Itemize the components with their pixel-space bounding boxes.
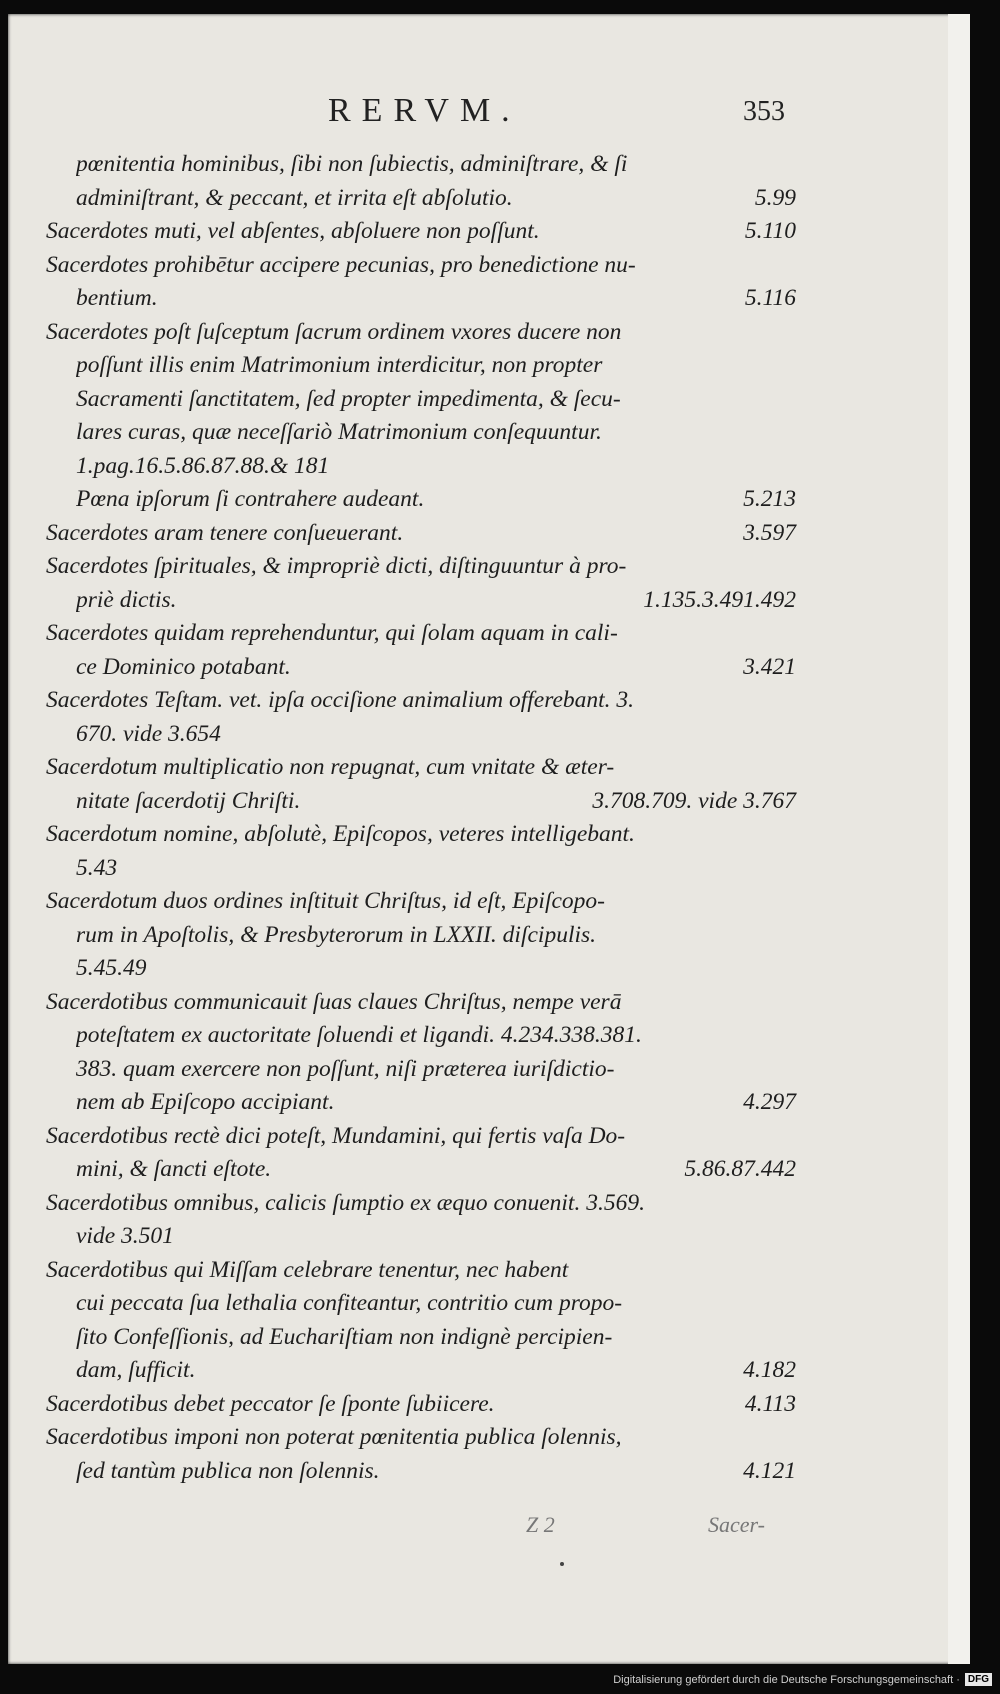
index-entry-line <box>46 818 796 852</box>
entry-text: poteſtatem ex auctoritate ſoluendi et ligandi. 4.234.338.381. <box>76 1022 642 1048</box>
entry-text: bentium. <box>76 285 158 311</box>
index-entry-line <box>46 785 796 819</box>
index-entry-line <box>46 383 796 417</box>
index-entries <box>46 148 796 1488</box>
entry-text: Pœna ipſorum ſi contrahere audeant. <box>76 486 425 512</box>
entry-text: Sacerdotibus omnibus, calicis ſumptio ex æquo conuenit. 3.569. <box>46 1189 645 1216</box>
index-entry-line <box>46 1019 796 1053</box>
entry-text: mini, & ſancti eſtote. <box>76 1156 272 1182</box>
catchword: Sacer- <box>708 1512 765 1537</box>
index-entry-line <box>46 1455 796 1489</box>
entry-reference: 3.708.709. vide 3.767 <box>592 787 796 814</box>
index-entry-line <box>46 1120 796 1154</box>
ink-dot <box>560 1562 564 1566</box>
index-entry-line <box>46 1220 796 1254</box>
entry-text: 5.43 <box>76 854 118 881</box>
index-entry-line <box>46 852 796 886</box>
entry-text: Sacerdotum multiplicatio non repugnat, cum vnitate & æter- <box>46 754 615 780</box>
index-entry-line <box>46 349 796 383</box>
entry-text: adminiſtrant, & peccant, et irrita eſt abſolutio. <box>76 184 513 211</box>
index-entry-line <box>46 1321 796 1355</box>
index-entry-line <box>46 919 796 953</box>
digitization-credit <box>613 1673 992 1686</box>
running-title: RERVM. <box>328 92 521 129</box>
entry-reference: 4.182 <box>743 1357 796 1383</box>
entry-text: 1.pag.16.5.86.87.88.& 181 <box>76 452 330 479</box>
page-footer <box>8 1512 970 1552</box>
index-entry-line <box>46 249 796 283</box>
page-header <box>8 92 970 152</box>
entry-text: Sacerdotibus imponi non poterat pœnitentia publica ſolennis, <box>46 1424 622 1450</box>
entry-text: Sacerdotibus debet peccator ſe ſponte ſubiicere. <box>46 1390 495 1417</box>
entry-reference: 5.116 <box>744 285 796 311</box>
index-entry-line <box>46 952 796 986</box>
entry-text: Sacerdotibus communicauit ſuas claues Chriſtus, nempe verā <box>46 988 622 1015</box>
entry-text: dam, ſufficit. <box>76 1357 196 1383</box>
entry-text: Sacerdotes Teſtam. vet. ipſa occiſione animalium offerebant. 3. <box>46 687 635 713</box>
index-entry-line <box>46 1053 796 1087</box>
index-entry-line <box>46 1086 796 1120</box>
index-entry-line <box>46 584 796 618</box>
entry-reference: 4.113 <box>744 1390 796 1417</box>
index-entry-line <box>46 450 796 484</box>
entry-reference: 1.135.3.491.492 <box>643 586 796 613</box>
index-entry-line <box>46 1254 796 1288</box>
entry-text: Sacerdotes ſpirituales, & impropriè dicti, diſtinguuntur à pro- <box>46 553 627 579</box>
entry-reference: 5.213 <box>743 486 796 512</box>
index-entry-line <box>46 316 796 350</box>
entry-text: ſed tantùm publica non ſolennis. <box>76 1457 380 1484</box>
entry-text: Sacerdotum nomine, abſolutè, Epiſcopos, veteres intelligebant. <box>46 821 635 847</box>
entry-reference: 4.297 <box>743 1089 796 1115</box>
entry-text: 383. quam exercere non poſſunt, niſi præterea iuriſdictio- <box>76 1055 615 1082</box>
index-entry-line <box>46 1187 796 1221</box>
entry-reference: 4.121 <box>743 1457 796 1484</box>
entry-text: nem ab Epiſcopo accipiant. <box>76 1089 335 1115</box>
index-entry-line <box>46 1388 796 1422</box>
entry-reference: 3.421 <box>743 653 796 680</box>
entry-text: nitate ſacerdotij Chriſti. <box>76 787 301 814</box>
entry-text: Sacramenti ſanctitatem, ſed propter impedimenta, & ſecu- <box>76 385 621 412</box>
index-entry-line <box>46 986 796 1020</box>
entry-text: Sacerdotibus qui Miſſam celebrare tenentur, nec habent <box>46 1256 569 1283</box>
entry-text: Sacerdotes quidam reprehenduntur, qui ſolam aquam in cali- <box>46 620 618 646</box>
page-number: 353 <box>743 96 785 127</box>
index-entry-line <box>46 684 796 718</box>
entry-reference: 3.597 <box>743 519 796 546</box>
index-entry-line <box>46 148 796 182</box>
entry-text: lares curas, quæ neceſſariò Matrimonium conſequuntur. <box>76 419 602 445</box>
index-entry-line <box>46 282 796 316</box>
index-entry-line <box>46 416 796 450</box>
index-entry-line <box>46 1153 796 1187</box>
entry-text: Sacerdotes aram tenere conſueuerant. <box>46 519 404 546</box>
entry-reference: 5.110 <box>744 218 796 244</box>
entry-reference: 5.99 <box>754 184 796 211</box>
entry-text: Sacerdotes prohibētur accipere pecunias, pro benedictione nu- <box>46 251 636 278</box>
index-entry-line <box>46 1354 796 1388</box>
index-entry-line <box>46 651 796 685</box>
book-page <box>8 14 970 1664</box>
entry-text: poſſunt illis enim Matrimonium interdicitur, non propter <box>76 352 603 378</box>
index-entry-line <box>46 215 796 249</box>
index-entry-line <box>46 1421 796 1455</box>
index-entry-line <box>46 1287 796 1321</box>
credit-text: Digitalisierung gefördert durch die Deutsche Forschungsgemeinschaft · <box>613 1673 960 1686</box>
entry-text: Sacerdotes muti, vel abſentes, abſoluere non poſſunt. <box>46 218 540 244</box>
entry-text: Sacerdotibus rectè dici poteſt, Mundamini, qui fertis vaſa Do- <box>46 1122 626 1149</box>
entry-text: pœnitentia hominibus, ſibi non ſubiectis, adminiſtrare, & ſi <box>76 151 628 177</box>
page-edge <box>948 14 970 1664</box>
index-entry-line <box>46 483 796 517</box>
entry-text: 5.45.49 <box>76 955 147 981</box>
index-entry-line <box>46 718 796 752</box>
entry-text: rum in Apoſtolis, & Presbyterorum in LXXII. diſcipulis. <box>76 921 597 948</box>
dfg-logo: DFG <box>965 1673 992 1686</box>
entry-text: priè dictis. <box>76 586 177 613</box>
entry-text: Sacerdotum duos ordines inſtituit Chriſtus, id eſt, Epiſcopo- <box>46 888 605 914</box>
entry-text: ce Dominico potabant. <box>76 653 291 680</box>
signature-mark: Z 2 <box>526 1512 555 1537</box>
index-entry-line <box>46 751 796 785</box>
index-entry-line <box>46 550 796 584</box>
index-entry-line <box>46 182 796 216</box>
entry-text: ſito Confeſſionis, ad Euchariſtiam non indignè percipien- <box>76 1323 613 1350</box>
entry-text: Sacerdotes poſt ſuſceptum ſacrum ordinem vxores ducere non <box>46 318 622 345</box>
index-entry-line <box>46 885 796 919</box>
entry-reference: 5.86.87.442 <box>684 1156 796 1182</box>
index-entry-line <box>46 617 796 651</box>
entry-text: vide 3.501 <box>76 1223 174 1249</box>
entry-text: 670. vide 3.654 <box>76 720 221 747</box>
index-entry-line <box>46 517 796 551</box>
entry-text: cui peccata ſua lethalia confiteantur, contritio cum propo- <box>76 1290 623 1316</box>
